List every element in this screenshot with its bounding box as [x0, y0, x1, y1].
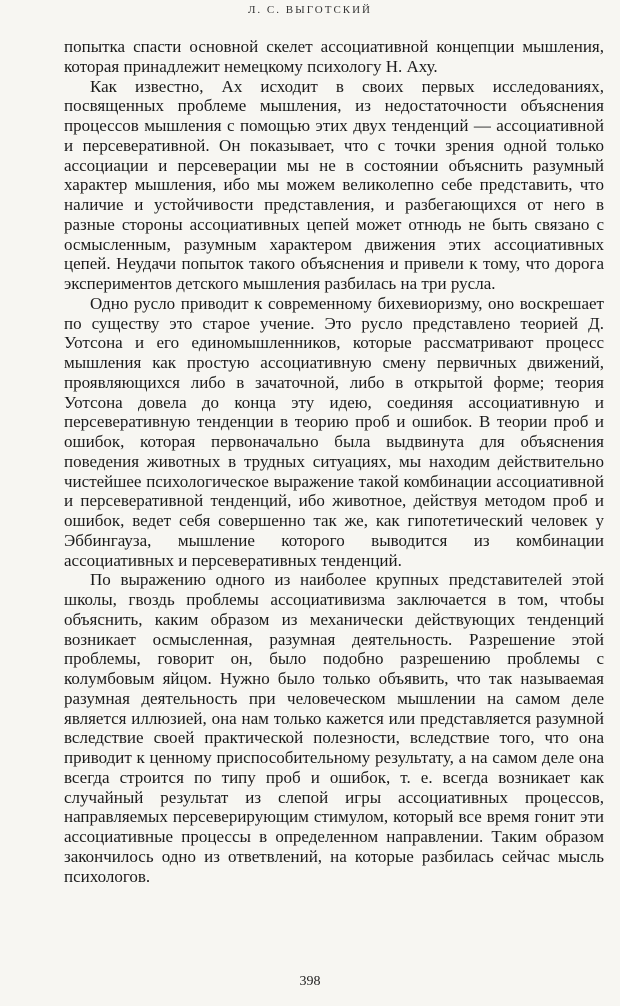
- running-head: Л. С. ВЫГОТСКИЙ: [247, 4, 373, 16]
- paragraph: Одно русло приводит к современному бихевиоризму, оно воскрешает по существу это старое учение. Это русло представлено теорией Д. Уотсона и его единомышленников, которые рассматривают процесс мышления как простую ассоциативную смену первичных движений, проявляющихся либо в зачаточной, либо в открытой форме; теория Уотсона довела до конца эту идею, соединяя ассоциативную и персеверативную тенденции в теорию проб и ошибок. В теории проб и ошибок, которая первоначально была выдвинута для объяснения поведения животных в трудных ситуациях, мы находим действительно чистейшее психологическое выражение такой комбинации ассоциативной и персеверативной тенденций, ибо животное, действуя методом проб и ошибок, ведет себя совершенно так же, как гипотетический человек у Эббингауза, мышление которого выводится из комбинации ассоциативных и персеверативных тенденций.: [64, 293, 604, 570]
- paragraph-continuation: попытка спасти основной скелет ассоциативной концепции мышления, которая принадлежит немецкому психологу Н. Аху.: [64, 37, 604, 76]
- body-text: [64, 37, 604, 886]
- page-number: 398: [299, 974, 321, 989]
- paragraph: Как известно, Ах исходит в своих первых исследованиях, посвященных проблеме мышления, из недостаточности объяснения процессов мышления с помощью этих двух тенденций — ассоциативной и персеверативной. Он показывает, что с точки зрения одной только ассоциации и персеверации мы не в состоянии объяснить разумный характер мышления, ибо мы можем великолепно себе представить, что наличие и устойчивости представления, и разбегающихся от него в разные стороны ассоциативных цепей может отнюдь не быть связано с осмысленным, разумным характером движения этих ассоциативных цепей. Неудачи попыток такого объяснения и привели к тому, что дорога экспериментов детского мышления разбилась на три русла.: [64, 76, 604, 293]
- paragraph: По выражению одного из наиболее крупных представителей этой школы, гвоздь проблемы ассоциативизма заключается в том, чтобы объяснить, каким образом из механически действующих тенденций возникает осмысленная, разумная деятельность. Разрешение этой проблемы, говорит он, было подобно разрешению проблемы с колумбовым яйцом. Нужно было только объявить, что так называемая разумная деятельность при человеческом мышлении на самом деле является иллюзией, она нам только кажется или представляется разумной вследствие своей практической полезности, вследствие того, что она приводит к ценному приспособительному результату, а на самом деле она всегда строится по типу проб и ошибок, т. е. всегда возникает как случайный результат из слепой игры ассоциативных процессов, направляемых персеверирующим стимулом, который все время гонит эти ассоциативные процессы в определенном направлении. Таким образом закончилось одно из ответвлений, на которые разбилась сейчас мысль психологов.: [64, 570, 604, 886]
